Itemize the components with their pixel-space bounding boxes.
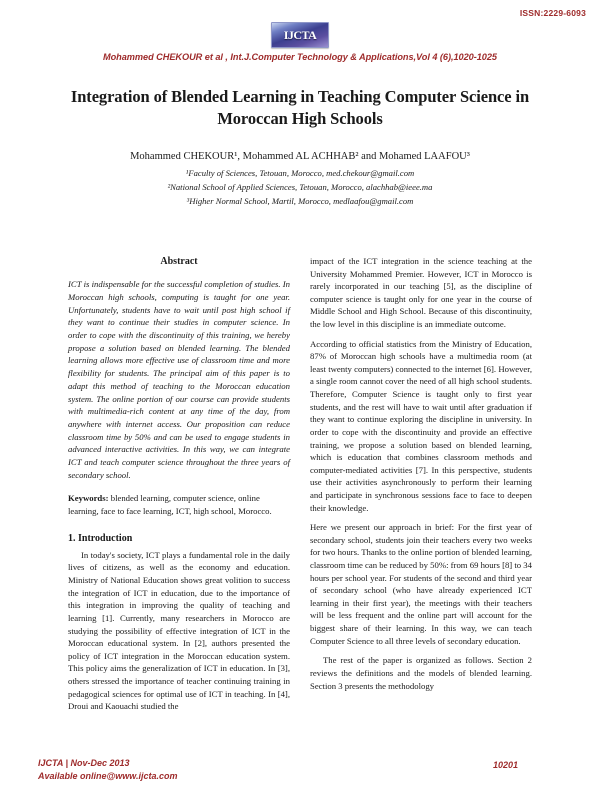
keywords-text: blended learning, computer science, online learning, face to face learning, ICT, high school, Morocco. xyxy=(68,493,272,517)
affiliation-item: ²National School of Applied Sciences, Tetouan, Morocco, alachhab@ieee.ma xyxy=(167,181,433,192)
footer-url-line[interactable]: Available online@www.ijcta.com xyxy=(38,770,178,781)
keywords-label: Keywords: xyxy=(68,493,109,504)
column-left xyxy=(68,255,290,720)
affiliation-item: ³Higher Normal School, Martil, Morocco, medlaafou@gmail.com xyxy=(186,195,414,206)
column-right xyxy=(310,255,532,699)
affiliation-item: ¹Faculty of Sciences, Tetouan, Morocco, med.chekour@gmail.com xyxy=(185,168,415,178)
footer-issue-line: IJCTA | Nov-Dec 2013 xyxy=(38,757,130,768)
running-head: Mohammed CHEKOUR et al , Int.J.Computer Technology & Applications,Vol 4 (6),1020-1025 xyxy=(103,52,497,62)
body-paragraph: According to official statistics from the Ministry of Education, 87% of Moroccan high schools have a multimedia room (at least twenty computers) connected to the internet [6]. However, a single room cannot cover the need of all high school students. Therefore, Computer Science is taught only to first year students, and the rest will have to wait until after graduation if they want to continue exploring the discipline in university. In order to cope with the discontinuity and provide an effective training, we propose a solution based on blended learning, which is education that combines classroom methods and computer-mediated activities [7]. In this perspective, students use their activities asynchronously to perform their learning and participate in synchronous sessions face to face to deepen their knowledge. xyxy=(310,338,532,513)
page-title: Integration of Blended Learning in Teaching Computer Science in Moroccan High Schools xyxy=(70,87,530,128)
body-paragraph: Here we present our approach in brief: For the first year of secondary school, students join their teachers every two weeks for two hours. Thanks to the online portion of blended learning, classroom time can be reduced by 50%: from 69 hours [8] to 34 hours per school year. For students of the second and third year of secondary school (who have already experienced ICT learning in their first year), the meetings with their teachers will be less frequent and the online part will account for the biggest share of their learning. In this way, we can teach Computer Science to all three levels of secondary education. xyxy=(310,522,532,646)
issn-label: ISSN:2229-6093 xyxy=(519,8,586,18)
affiliations-block xyxy=(60,167,540,209)
journal-logo xyxy=(0,22,600,53)
abstract-heading: Abstract xyxy=(160,256,198,267)
footer-journal-info xyxy=(38,757,177,783)
body-paragraph: impact of the ICT integration in the science teaching at the University Mohammed Premier. However, ICT in Morocco is rarely incorporated in our teaching [5], as the discipline of computer science is taught only for one year in the course of Middle School and High School. Because of this discontinuity, the low level in this discipline is an immediate outcome. xyxy=(310,256,532,330)
body-paragraph: The rest of the paper is organized as follows. Section 2 reviews the definitions and the models of blended learning. Section 3 presents the methodology xyxy=(310,655,532,691)
authors-line: Mohammed CHEKOUR¹, Mohammed AL ACHHAB² and Mohamed LAAFOU³ xyxy=(130,151,470,162)
ijcta-logo-icon xyxy=(271,22,329,48)
keywords-block xyxy=(68,492,290,517)
page-number: 10201 xyxy=(492,760,518,770)
introduction-paragraph: In today's society, ICT plays a fundamental role in the daily lives of citizens, as well as the economy and education. Ministry of National Education shows great volition to success the integration of ICT in education, due to the importance of this integration in improving the quality of teaching and learning [1]. Currently, many researchers in Morocco are studying the possibility of effective integration of ICT in the Moroccan educational system. In [2], authors presented the policy of ICT integration in the Moroccan education system. This policy aims the generalization of ICT in education. In [3], others stressed the importance of teacher continuing training in pedagogical sciences for optimal use of ICT in teaching. In [4], Droui and Kaouachi studied the xyxy=(68,549,290,712)
introduction-heading: 1. Introduction xyxy=(68,532,133,544)
logo-text: IJCTA xyxy=(283,27,317,42)
abstract-text: ICT is indispensable for the successful completion of studies. In Moroccan high schools, computing is taught for one year. Unfortunately, students have to wait until post high school if they want to continue their studies in computer science. In order to cope with the discontinuity of this training, we hereby propose a solution based on blended learning. The blended learning allows more effective use of classroom time and more flexibility for students. The principal aim of this paper is to adapt this method of teaching to the Moroccan education system. The online portion of our course can provide students with multimedia-rich content at any time of the day, from anywhere with internet access. Our proposition can reduce classroom time by 50% and can be used to engage students in advanced interactive activities. In this way, we can integrate ICT and teach computer science throughout the three years of secondary school. xyxy=(68,279,290,480)
